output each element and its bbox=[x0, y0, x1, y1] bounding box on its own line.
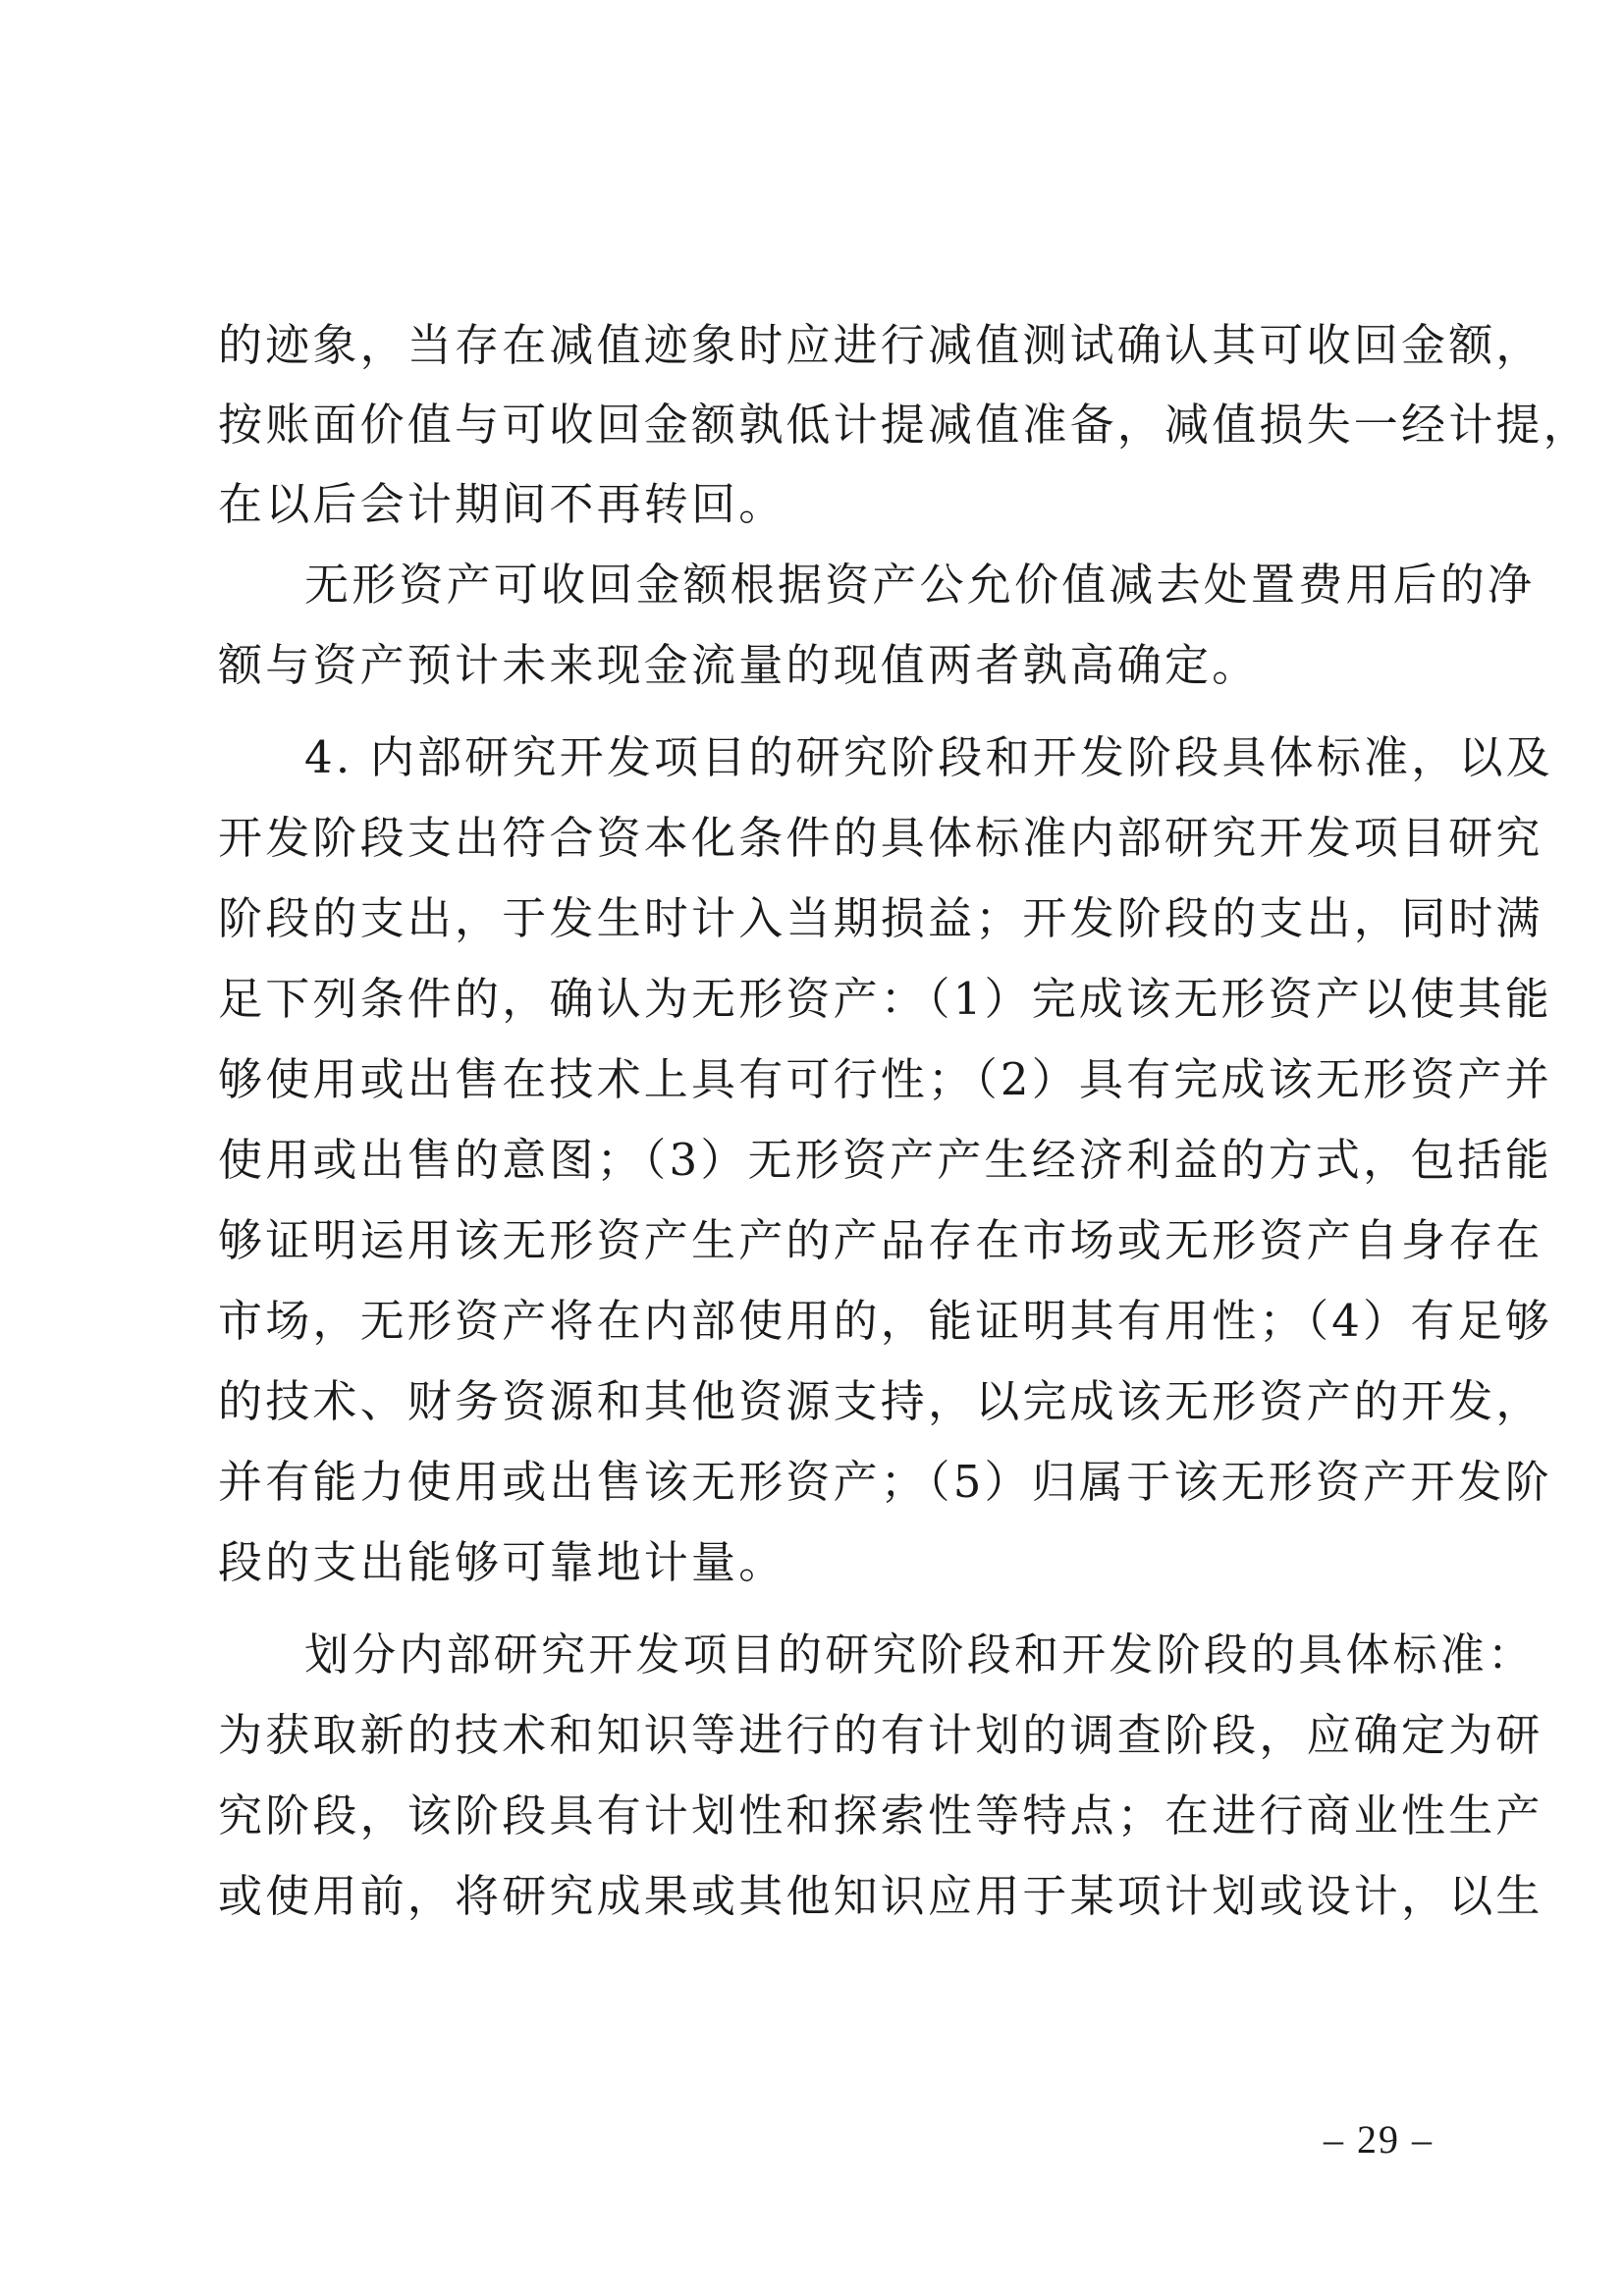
text-line-5: 额与资产预计未来现金流量的现值两者孰高确定。 bbox=[218, 639, 1260, 691]
text-line-18: 为获取新的技术和知识等进行的有计划的调查阶段，应确定为研 bbox=[218, 1709, 1543, 1761]
text-line-4: 无形资产可收回金额根据资产公允价值减去处置费用后的净 bbox=[304, 559, 1536, 611]
text-line-12: 够证明运用该无形资产生产的产品存在市场或无形资产自身存在 bbox=[218, 1214, 1543, 1266]
text-line-6: 4. 内部研究开发项目的研究阶段和开发阶段具体标准，以及 bbox=[304, 731, 1553, 783]
text-line-17: 划分内部研究开发项目的研究阶段和开发阶段的具体标准： bbox=[304, 1629, 1536, 1681]
text-line-3: 在以后会计期间不再转回。 bbox=[218, 478, 786, 530]
page-number: – 29 – bbox=[1324, 2117, 1434, 2162]
text-line-13: 市场，无形资产将在内部使用的，能证明其有用性；（4）有足够 bbox=[218, 1295, 1552, 1347]
text-line-7: 开发阶段支出符合资本化条件的具体标准内部研究开发项目研究 bbox=[218, 812, 1543, 864]
text-line-10: 够使用或出售在技术上具有可行性；（2）具有完成该无形资产并 bbox=[218, 1053, 1552, 1105]
text-line-11: 使用或出售的意图；（3）无形资产产生经济利益的方式，包括能 bbox=[218, 1134, 1552, 1186]
text-line-1: 的迹象，当存在减值迹象时应进行减值测试确认其可收回金额， bbox=[218, 319, 1543, 371]
text-line-16: 段的支出能够可靠地计量。 bbox=[218, 1536, 786, 1588]
text-line-9: 足下列条件的，确认为无形资产：（1）完成该无形资产以使其能 bbox=[218, 973, 1552, 1025]
text-line-2: 按账面价值与可收回金额孰低计提减值准备，减值损失一经计提， bbox=[218, 399, 1591, 451]
text-line-14: 的技术、财务资源和其他资源支持，以完成该无形资产的开发， bbox=[218, 1375, 1543, 1427]
text-line-19: 究阶段，该阶段具有计划性和探索性等特点；在进行商业性生产 bbox=[218, 1789, 1543, 1842]
text-line-15: 并有能力使用或出售该无形资产；（5）归属于该无形资产开发阶 bbox=[218, 1456, 1552, 1508]
text-line-8: 阶段的支出，于发生时计入当期损益；开发阶段的支出，同时满 bbox=[218, 892, 1543, 944]
text-line-20: 或使用前，将研究成果或其他知识应用于某项计划或设计，以生 bbox=[218, 1870, 1543, 1922]
